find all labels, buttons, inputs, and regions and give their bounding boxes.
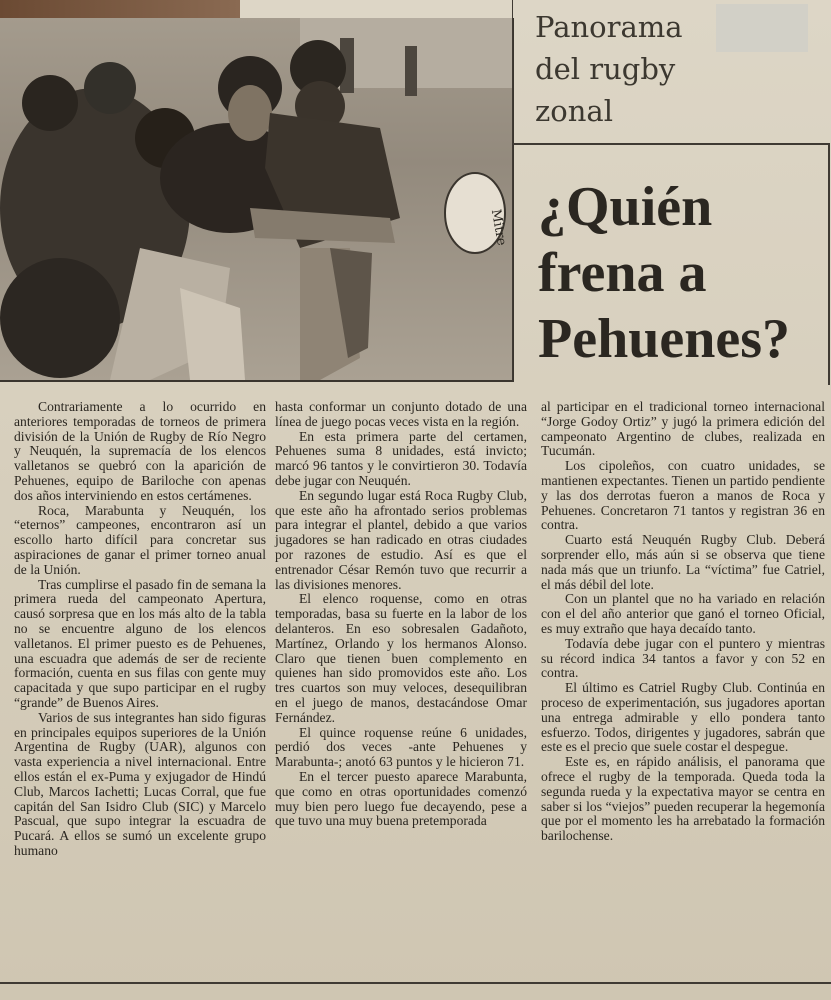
- section-title: Panorama del rugby zonal: [535, 10, 683, 128]
- paragraph: En esta primera parte del certamen, Pehuenes suma 8 unidades, está invicto; marcó 96 tantos y le convirtieron 30. Todavía debe jugar con Neuquén.: [275, 428, 527, 488]
- paragraph: En el tercer puesto aparece Marabunta, que como en otras oportunidades comenzó muy bien pero luego fue decayendo, pese a que tuvo una muy buena pretemporada: [275, 768, 527, 829]
- paragraph: Cuarto está Neuquén Rugby Club. Deberá sorprender ello, más aún si se observa que tiene nada más que un triunfo. La “víctima” fue Catriel, el más débil del lote.: [541, 532, 825, 592]
- wooden-table-edge: [0, 0, 240, 20]
- adhesive-tape: [716, 4, 808, 52]
- paragraph: Varios de sus integrantes han sido figuras en principales equipos superiores de la Unión Argentina de Rugby (UAR), algunos con vasta experiencia a nivel internacional. Entre ellos están el ex-Puma y exjugador de Hindú Club, Marcos Iachetti; Lucas Corral, que fue capitán del San Isidro Club (SIC) y Marcelo Pascual, que supo integrar la escuadra de Pucará. A ellos se sumó un excelente grupo humano: [14, 709, 266, 858]
- rugby-match-photo: [0, 18, 514, 382]
- paragraph: Contrariamente a lo ocurrido en anteriores temporadas de torneos de primera división de la Unión de Rugby de Río Negro y Neuquén, la supremacía de los elencos valletanos se quebró con la aparición de Pehuenes, equipo de Bariloche con apenas dos años interviniendo en estos certámenes.: [14, 399, 266, 503]
- article-column-2: [275, 400, 527, 829]
- paragraph: En segundo lugar está Roca Rugby Club, que este año ha afrontado serios problemas para integrar el plantel, debido a que varios jugadores se han radicado en otras ciudades por razones de estudio. Así es que el entrenador César Remón tuvo que recurrir a las divisiones menores.: [275, 487, 527, 592]
- paragraph: Con un plantel que no ha variado en relación con el del año anterior que ganó el torneo Oficial, es muy extraño que haya decaído tanto.: [541, 591, 825, 636]
- ball-brand-text: Mitre: [487, 208, 509, 247]
- paragraph: El elenco roquense, como en otras temporadas, basa su fuerte en la labor de los delanteros. En eso sobresalen Gadañoto, Martínez, Orlando y los hermanos Alonso. Claro que tienen buen complemento en quienes han sido promovidos este año. Los tres cuartos son muy veloces, desequilibran en el juego de manos, destacándose Omar Fernández.: [275, 591, 527, 725]
- article-column-3: [541, 400, 825, 844]
- paragraph: Roca, Marabunta y Neuquén, los “eternos” campeones, encontraron así un escollo harto difícil para concretar sus aspiraciones de ganar el primer torneo anual de la Unión.: [14, 502, 266, 577]
- bottom-rule: [0, 982, 831, 984]
- paragraph: al participar en el tradicional torneo internacional “Jorge Godoy Ortiz” y jugó la primera edición del campeonato Argentino de clubes, realizada en Tucumán.: [541, 399, 825, 459]
- paragraph: Este es, en rápido análisis, el panorama que ofrece el rugby de la temporada. Queda toda la segunda rueda y la expectativa mayor se centra en saber si los “viejos” pueden recuperar la hegemonía que por el momento les ha arrebatado la formación barilochense.: [541, 754, 825, 844]
- paragraph: hasta conformar un conjunto dotado de una línea de juego pocas veces vista en la región.: [275, 399, 527, 429]
- paragraph: Tras cumplirse el pasado fin de semana la primera rueda del campeonato Apertura, causó sorpresa que en los más alto de la tabla no se encuentre alguno de los elencos valletanos. El primer puesto es de Pehuenes, una escuadra que además de ser de reciente formación, cuenta en sus filas con gente muy capacitada y que supo participar en el rugby “grande” de Buenos Aires.: [14, 576, 266, 710]
- paragraph: Todavía debe jugar con el puntero y mientras su récord indica 34 tantos a favor y con 52 en contra.: [541, 635, 825, 681]
- paragraph: Los cipoleños, con cuatro unidades, se mantienen expectantes. Tienen un partido pendiente y las dos derrotas fueron a manos de Roca y Pehuenes. Concretaron 71 tantos y registran 36 en contra.: [541, 458, 825, 533]
- paragraph: El quince roquense reúne 6 unidades, perdió dos veces -ante Pehuenes y Marabunta-; anotó 63 puntos y le hicieron 71.: [275, 724, 527, 770]
- paragraph: El último es Catriel Rugby Club. Continúa en proceso de experimentación, sus jugadores aportan una entrega admirable y ello pondera tanto esfuerzo. Todos, dirigentes y jugadores, sabrán que este es el precio que suele costar el despegue.: [541, 680, 825, 755]
- article-column-1: [14, 400, 266, 859]
- headline: ¿Quién frena a Pehuenes?: [538, 176, 790, 370]
